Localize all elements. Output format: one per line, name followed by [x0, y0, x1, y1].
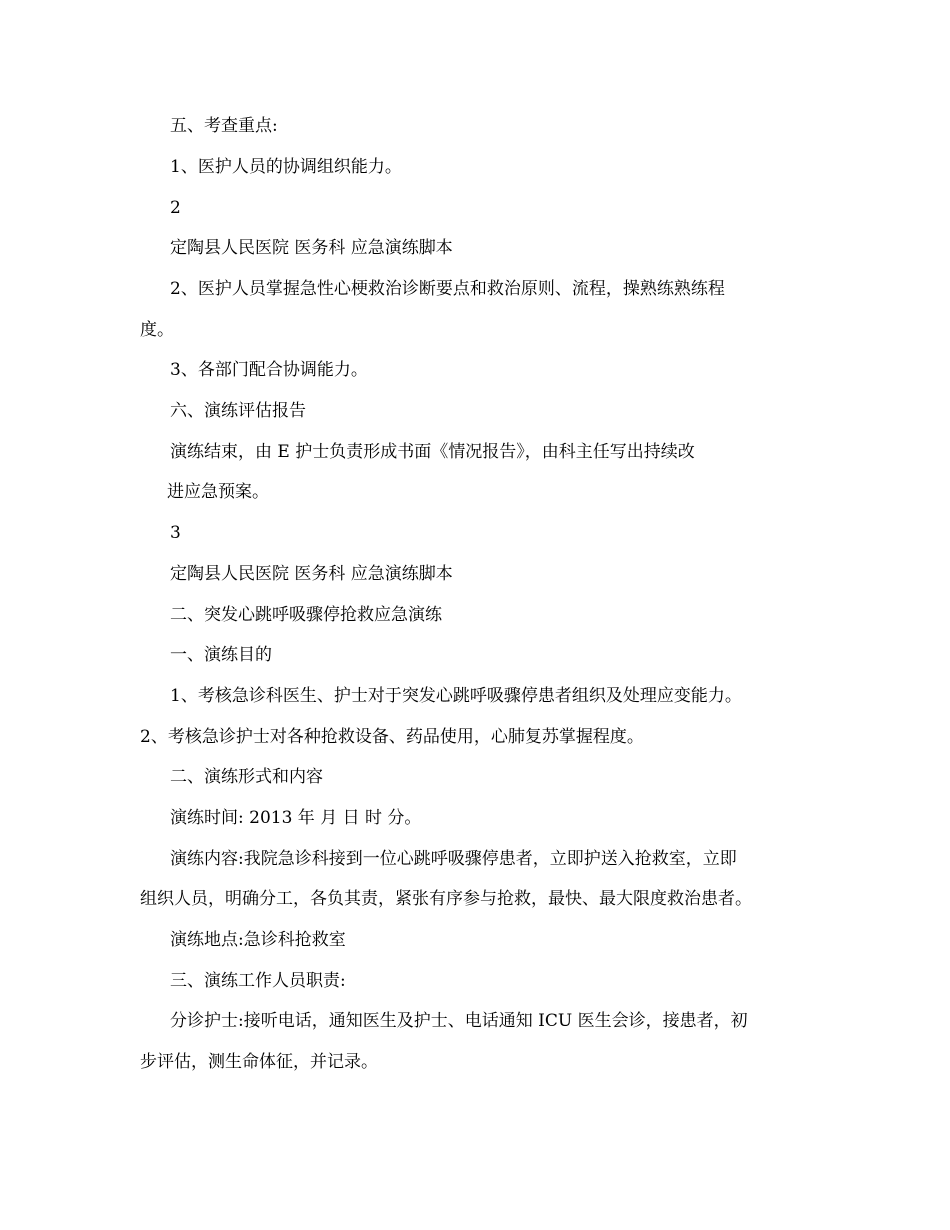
paragraph: 2、医护人员掌握急性心梗救治诊断要点和救治原则、流程，操熟练熟练程 — [170, 279, 725, 299]
running-header: 定陶县人民医院 医务科 应急演练脚本 — [170, 238, 453, 258]
paragraph: 1、医护人员的协调组织能力。 — [170, 157, 402, 177]
paragraph: 1、考核急诊科医生、护士对于突发心跳呼吸骤停患者组织及处理应变能力。 — [170, 686, 742, 706]
paragraph: 2、考核急诊护士对各种抢救设备、药品使用，心肺复苏掌握程度。 — [140, 727, 644, 747]
running-header: 定陶县人民医院 医务科 应急演练脚本 — [170, 564, 453, 584]
paragraph: 演练结束，由 E 护士负责形成书面《情况报告》，由科主任写出持续改 — [170, 442, 695, 462]
section-heading: 五、考查重点: — [170, 116, 278, 136]
paragraph: 分诊护士:接听电话，通知医生及护士、电话通知 ICU 医生会诊，接患者，初 — [170, 1011, 748, 1031]
paragraph-continuation: 步评估，测生命体征，并记录。 — [140, 1052, 378, 1072]
paragraph: 演练内容:我院急诊科接到一位心跳呼吸骤停患者，立即护送入抢救室，立即 — [170, 849, 737, 869]
page-number: 3 — [170, 523, 181, 543]
section-heading: 一、演练目的 — [170, 645, 272, 665]
section-heading: 二、突发心跳呼吸骤停抢救应急演练 — [170, 605, 442, 625]
paragraph: 演练时间: 2013 年 月 日 时 分。 — [170, 808, 422, 828]
paragraph-continuation: 度。 — [140, 320, 174, 340]
section-heading: 二、演练形式和内容 — [170, 767, 323, 787]
page-number: 2 — [170, 198, 181, 218]
paragraph: 演练地点:急诊科抢救室 — [170, 930, 346, 950]
section-heading: 三、演练工作人员职责: — [170, 971, 346, 991]
paragraph: 3、各部门配合协调能力。 — [170, 360, 368, 380]
section-heading: 六、演练评估报告 — [170, 401, 306, 421]
paragraph-continuation: 组织人员，明确分工，各负其责，紧张有序参与抢救，最快、最大限度救治患者。 — [140, 889, 752, 909]
paragraph-continuation: 进应急预案。 — [167, 482, 269, 502]
